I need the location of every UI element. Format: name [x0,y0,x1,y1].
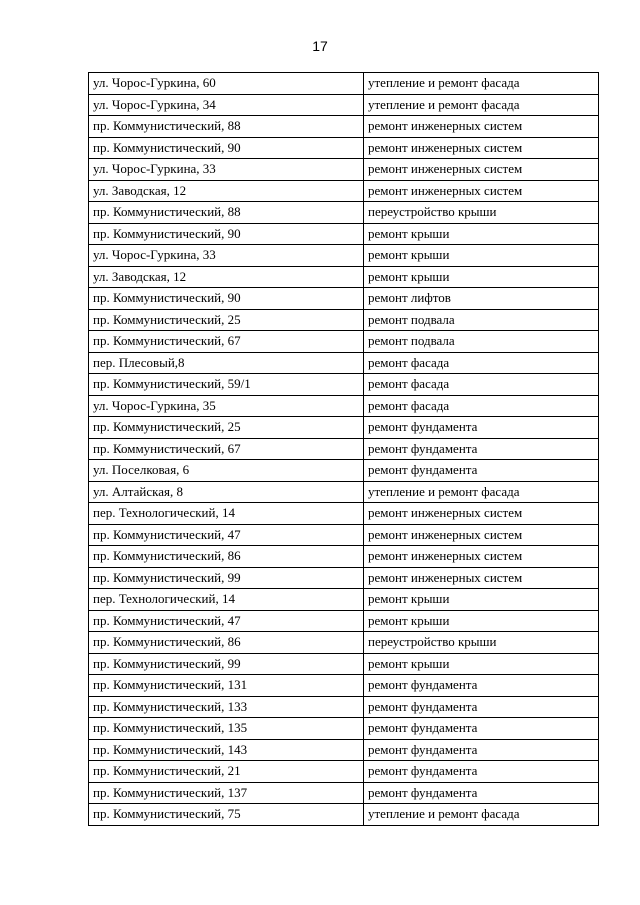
work-type-cell: ремонт фундамента [364,417,599,439]
address-cell: пр. Коммунистический, 137 [89,782,364,804]
address-cell: пер. Технологический, 14 [89,503,364,525]
work-type-cell: ремонт крыши [364,223,599,245]
work-type-cell: ремонт фундамента [364,460,599,482]
table-row [89,782,599,804]
address-cell: пр. Коммунистический, 133 [89,696,364,718]
work-type-cell: ремонт фундамента [364,718,599,740]
table-row [89,374,599,396]
address-cell: пер. Технологический, 14 [89,589,364,611]
work-type-cell: ремонт крыши [364,610,599,632]
address-cell: пр. Коммунистический, 21 [89,761,364,783]
table-row [89,675,599,697]
address-cell: пр. Коммунистический, 25 [89,417,364,439]
table-row [89,546,599,568]
table-row [89,804,599,826]
address-cell: пр. Коммунистический, 86 [89,546,364,568]
work-type-cell: ремонт фундамента [364,696,599,718]
address-cell: пр. Коммунистический, 88 [89,202,364,224]
work-type-cell: ремонт фундамента [364,675,599,697]
table-row [89,73,599,95]
address-cell: пр. Коммунистический, 90 [89,223,364,245]
table-row [89,696,599,718]
work-type-cell: утепление и ремонт фасада [364,481,599,503]
work-type-cell: ремонт лифтов [364,288,599,310]
table-row [89,653,599,675]
work-type-cell: ремонт инженерных систем [364,524,599,546]
work-type-cell: ремонт фасада [364,374,599,396]
address-cell: пр. Коммунистический, 47 [89,610,364,632]
table-row [89,438,599,460]
address-cell: пр. Коммунистический, 67 [89,438,364,460]
work-type-cell: ремонт инженерных систем [364,546,599,568]
address-cell: пр. Коммунистический, 143 [89,739,364,761]
address-cell: пер. Плесовый,8 [89,352,364,374]
address-cell: ул. Поселковая, 6 [89,460,364,482]
table-row [89,417,599,439]
address-cell: пр. Коммунистический, 67 [89,331,364,353]
table-row [89,503,599,525]
work-type-cell: ремонт крыши [364,589,599,611]
address-cell: ул. Чорос-Гуркина, 60 [89,73,364,95]
work-type-cell: ремонт фундамента [364,782,599,804]
works-table [88,72,599,826]
table-row [89,739,599,761]
table-row [89,223,599,245]
address-cell: пр. Коммунистический, 131 [89,675,364,697]
address-cell: ул. Алтайская, 8 [89,481,364,503]
address-cell: ул. Чорос-Гуркина, 33 [89,245,364,267]
table-row [89,159,599,181]
address-cell: пр. Коммунистический, 90 [89,288,364,310]
table-row [89,567,599,589]
work-type-cell: ремонт инженерных систем [364,116,599,138]
table-row [89,116,599,138]
works-table-body [89,73,599,826]
table-row [89,331,599,353]
work-type-cell: ремонт подвала [364,309,599,331]
table-row [89,632,599,654]
table-row [89,460,599,482]
work-type-cell: утепление и ремонт фасада [364,804,599,826]
table-row [89,202,599,224]
work-type-cell: ремонт инженерных систем [364,159,599,181]
work-type-cell: ремонт фасада [364,395,599,417]
address-cell: ул. Заводская, 12 [89,266,364,288]
address-cell: пр. Коммунистический, 25 [89,309,364,331]
work-type-cell: ремонт крыши [364,266,599,288]
work-type-cell: ремонт фасада [364,352,599,374]
work-type-cell: ремонт инженерных систем [364,503,599,525]
table-row [89,180,599,202]
address-cell: ул. Заводская, 12 [89,180,364,202]
work-type-cell: утепление и ремонт фасада [364,94,599,116]
table-row [89,94,599,116]
work-type-cell: утепление и ремонт фасада [364,73,599,95]
table-row [89,309,599,331]
work-type-cell: ремонт инженерных систем [364,567,599,589]
table-row [89,610,599,632]
work-type-cell: ремонт фундамента [364,438,599,460]
address-cell: пр. Коммунистический, 47 [89,524,364,546]
table-row [89,352,599,374]
work-type-cell: переустройство крыши [364,632,599,654]
table-row [89,288,599,310]
address-cell: пр. Коммунистический, 86 [89,632,364,654]
page-number: 17 [312,38,328,54]
table-row [89,481,599,503]
address-cell: пр. Коммунистический, 90 [89,137,364,159]
table-row [89,395,599,417]
table-row [89,718,599,740]
work-type-cell: ремонт фундамента [364,761,599,783]
address-cell: пр. Коммунистический, 88 [89,116,364,138]
work-type-cell: ремонт крыши [364,653,599,675]
address-cell: пр. Коммунистический, 99 [89,567,364,589]
table-row [89,245,599,267]
address-cell: пр. Коммунистический, 99 [89,653,364,675]
address-cell: пр. Коммунистический, 75 [89,804,364,826]
address-cell: ул. Чорос-Гуркина, 33 [89,159,364,181]
work-type-cell: ремонт подвала [364,331,599,353]
work-type-cell: переустройство крыши [364,202,599,224]
address-cell: ул. Чорос-Гуркина, 34 [89,94,364,116]
table-row [89,761,599,783]
table-row [89,524,599,546]
work-type-cell: ремонт инженерных систем [364,137,599,159]
table-row [89,266,599,288]
work-type-cell: ремонт фундамента [364,739,599,761]
address-cell: пр. Коммунистический, 135 [89,718,364,740]
table-row [89,137,599,159]
work-type-cell: ремонт крыши [364,245,599,267]
table-row [89,589,599,611]
address-cell: пр. Коммунистический, 59/1 [89,374,364,396]
address-cell: ул. Чорос-Гуркина, 35 [89,395,364,417]
work-type-cell: ремонт инженерных систем [364,180,599,202]
